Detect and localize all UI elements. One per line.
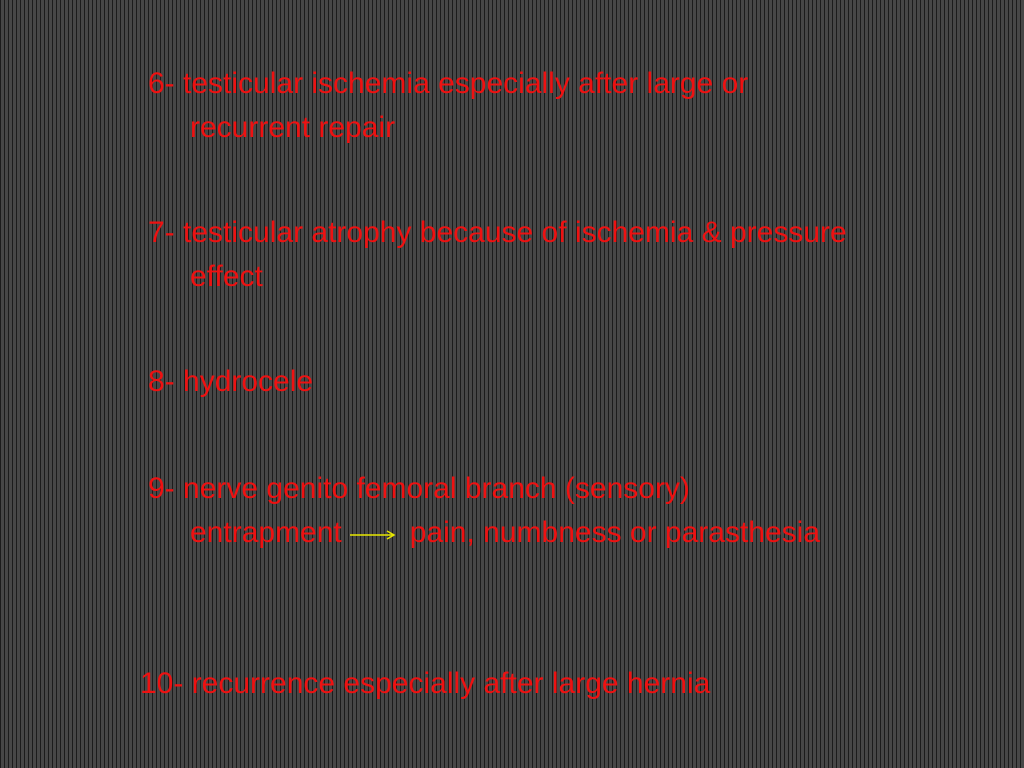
item-text-line: 8- hydrocele	[148, 365, 314, 398]
list-item-recurrence	[140, 662, 710, 706]
item-text-segment: pain, numbness or parasthesia	[409, 516, 821, 549]
item-text-line: effect	[190, 260, 263, 293]
item-text-line: 10- recurrence especially after large hernia	[140, 667, 711, 700]
item-text-line: 6- testicular ischemia especially after large or	[148, 67, 749, 100]
item-text-line: 9- nerve genito femoral branch (sensory)	[148, 472, 690, 505]
item-text-line: recurrent repair	[190, 111, 396, 144]
item-text-line-with-arrow	[148, 511, 820, 556]
item-text-line: 7- testicular atrophy because of ischemia & pressure	[148, 216, 847, 249]
list-item-hydrocele	[148, 360, 313, 404]
list-item-nerve-entrapment	[148, 467, 820, 556]
right-arrow-icon	[350, 510, 396, 554]
list-item-testicular-atrophy	[148, 211, 847, 299]
item-text-segment: entrapment	[190, 516, 342, 549]
list-item-testicular-ischemia	[148, 62, 748, 150]
